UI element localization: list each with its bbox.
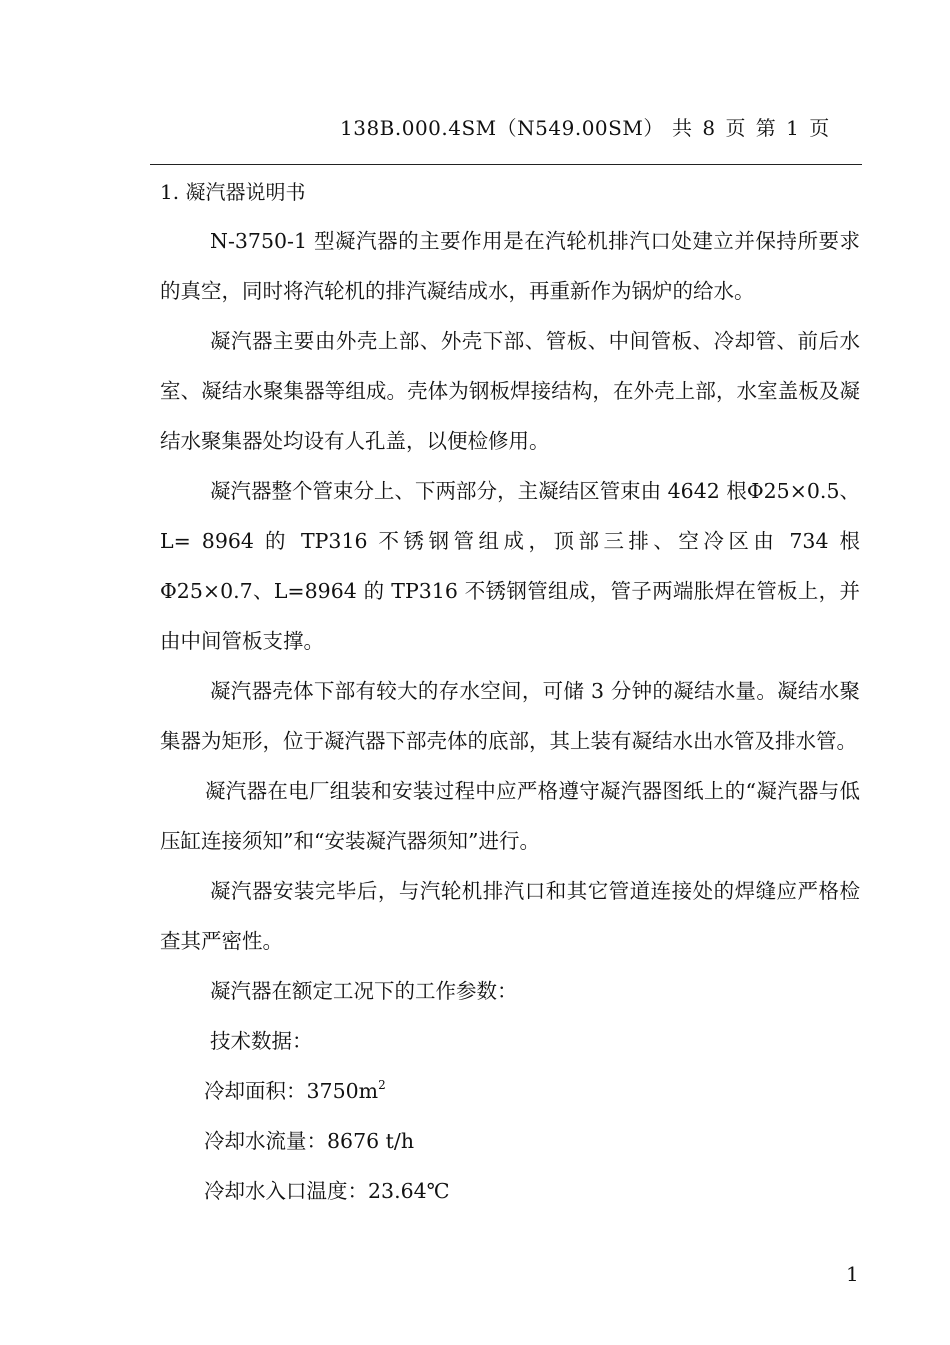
page-count-info: 共 8 页 第 1 页 [672, 116, 830, 140]
param-cooling-water-flow [160, 1116, 860, 1166]
page-number: 1 [846, 1262, 859, 1286]
section-title: 1. 凝汽器说明书 [160, 180, 306, 204]
param-value: 8676 t/h [327, 1129, 415, 1153]
page-header [0, 112, 950, 146]
header-divider [150, 164, 862, 165]
document-code: 138B.000.4SM（N549.00SM） [340, 116, 664, 140]
param-cooling-area [160, 1066, 860, 1116]
paragraph-tube-bundle: 凝汽器整个管束分上、下两部分，主凝结区管束由 4642 根Φ25×0.5、L= 8964 的 TP316 不锈钢管组成，顶部三排、空冷区由 734 根Φ25×0.7、L=8964 的 TP316 不锈钢管组成，管子两端胀焊在管板上，并由中间管板支撑。 [160, 479, 860, 653]
param-inlet-temperature [160, 1166, 860, 1216]
document-body [160, 216, 860, 1216]
paragraph-installation: 凝汽器在电厂组装和安装过程中应严格遵守凝汽器图纸上的“凝汽器与低压缸连接须知”和“安装凝汽器须知”进行。 [160, 779, 860, 853]
param-label: 冷却水流量： [204, 1129, 327, 1153]
paragraph-components: 凝汽器主要由外壳上部、外壳下部、管板、中间管板、冷却管、前后水室、凝结水聚集器等组成。壳体为钢板焊接结构，在外壳上部，水室盖板及凝结水聚集器处均设有人孔盖，以便检修用。 [160, 329, 860, 453]
paragraph-inspection: 凝汽器安装完毕后，与汽轮机排汽口和其它管道连接处的焊缝应严格检查其严密性。 [160, 879, 860, 953]
param-label: 冷却面积： [204, 1079, 307, 1103]
param-superscript: 2 [378, 1078, 386, 1092]
params-heading: 凝汽器在额定工况下的工作参数： [210, 979, 518, 1003]
param-label: 冷却水入口温度： [204, 1179, 368, 1203]
param-value: 3750m [306, 1079, 379, 1103]
param-value: 23.64℃ [368, 1179, 450, 1203]
paragraph-hotwell: 凝汽器壳体下部有较大的存水空间，可储 3 分钟的凝结水量。凝结水聚集器为矩形，位于凝汽器下部壳体的底部，其上装有凝结水出水管及排水管。 [160, 679, 860, 753]
tech-data-heading: 技术数据： [210, 1029, 313, 1053]
paragraph-purpose: N-3750-1 型凝汽器的主要作用是在汽轮机排汽口处建立并保持所要求的真空，同时将汽轮机的排汽凝结成水，再重新作为锅炉的给水。 [160, 229, 860, 303]
